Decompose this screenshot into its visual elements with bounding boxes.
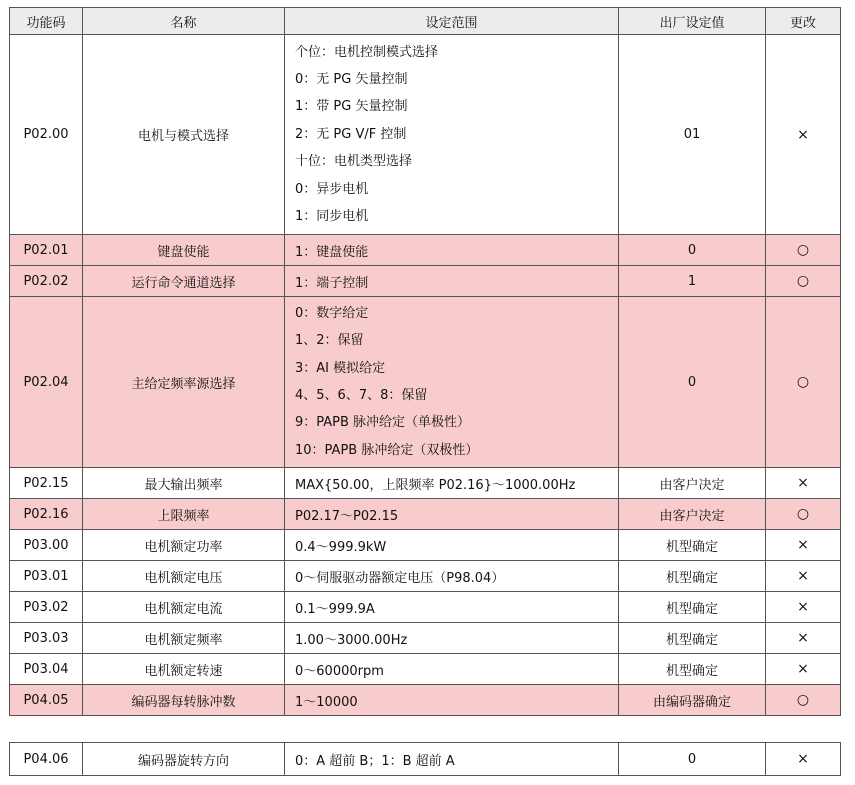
change-mark: × — [766, 592, 841, 623]
param-range: 1：键盘使能 — [285, 235, 619, 266]
param-name: 上限频率 — [83, 499, 285, 530]
change-mark: × — [766, 561, 841, 592]
range-line: 1：同步电机 — [295, 208, 369, 224]
table-row — [10, 297, 841, 468]
param-code: P02.16 — [10, 499, 83, 530]
param-range: P02.17～P02.15 — [285, 499, 619, 530]
param-default: 机型确定 — [619, 654, 766, 685]
param-range: 0.1～999.9A — [285, 592, 619, 623]
param-code: P03.04 — [10, 654, 83, 685]
param-range: 1～10000 — [285, 685, 619, 716]
table-row — [10, 266, 841, 297]
header-row — [10, 8, 841, 35]
table-row — [10, 35, 841, 235]
param-default: 由客户决定 — [619, 468, 766, 499]
param-code: P02.04 — [10, 297, 83, 468]
param-range: 0：A 超前 B；1：B 超前 A — [285, 743, 619, 776]
param-range — [285, 35, 619, 235]
header-default: 出厂设定值 — [619, 8, 766, 35]
param-name: 主给定频率源选择 — [83, 297, 285, 468]
param-range: 0.4～999.9kW — [285, 530, 619, 561]
range-line: 1、2：保留 — [295, 333, 364, 349]
range-line: 3：AI 模拟给定 — [295, 360, 386, 376]
param-default: 1 — [619, 266, 766, 297]
param-name: 电机额定功率 — [83, 530, 285, 561]
param-default: 机型确定 — [619, 623, 766, 654]
param-code: P02.01 — [10, 235, 83, 266]
param-default: 由编码器确定 — [619, 685, 766, 716]
param-default: 机型确定 — [619, 561, 766, 592]
param-name: 电机额定频率 — [83, 623, 285, 654]
change-mark: × — [766, 35, 841, 235]
range-line: 0：数字给定 — [295, 305, 369, 321]
param-name: 键盘使能 — [83, 235, 285, 266]
range-line: 4、5、6、7、8：保留 — [295, 388, 428, 403]
header-range: 设定范围 — [285, 8, 619, 35]
param-default: 机型确定 — [619, 530, 766, 561]
range-line: 9：PAPB 脉冲给定（单极性） — [295, 415, 471, 431]
range-line: 1：带 PG 矢量控制 — [295, 99, 408, 115]
table-row — [10, 592, 841, 623]
param-name: 最大输出频率 — [83, 468, 285, 499]
table-row — [10, 530, 841, 561]
header-name: 名称 — [83, 8, 285, 35]
param-default: 0 — [619, 235, 766, 266]
param-code: P04.06 — [10, 743, 83, 776]
header-change: 更改 — [766, 8, 841, 35]
table-row — [10, 561, 841, 592]
param-name: 编码器旋转方向 — [83, 743, 285, 776]
param-range — [285, 297, 619, 468]
parameter-table-continued — [9, 742, 841, 776]
table-row — [10, 685, 841, 716]
range-line: 0：无 PG 矢量控制 — [295, 72, 408, 88]
range-line: 2：无 PG V/F 控制 — [295, 126, 407, 142]
param-name: 编码器每转脉冲数 — [83, 685, 285, 716]
range-line: 10：PAPB 脉冲给定（双极性） — [295, 442, 479, 458]
param-range: 0～60000rpm — [285, 654, 619, 685]
range-line: 0：异步电机 — [295, 181, 369, 197]
table-row — [10, 468, 841, 499]
param-name: 电机额定电压 — [83, 561, 285, 592]
param-default: 0 — [619, 743, 766, 776]
param-default: 机型确定 — [619, 592, 766, 623]
param-default: 由客户决定 — [619, 499, 766, 530]
param-code: P03.02 — [10, 592, 83, 623]
param-code: P03.01 — [10, 561, 83, 592]
param-name: 电机额定转速 — [83, 654, 285, 685]
table-row — [10, 623, 841, 654]
table-row — [10, 654, 841, 685]
param-code: P02.00 — [10, 35, 83, 235]
table-row — [10, 499, 841, 530]
param-name: 电机与模式选择 — [83, 35, 285, 235]
param-code: P04.05 — [10, 685, 83, 716]
param-range: MAX{50.00，上限频率 P02.16}～1000.00Hz — [285, 468, 619, 499]
change-mark: × — [766, 654, 841, 685]
param-default: 01 — [619, 35, 766, 235]
param-code: P03.00 — [10, 530, 83, 561]
range-line: 个位：电机控制模式选择 — [295, 44, 439, 60]
param-default: 0 — [619, 297, 766, 468]
change-mark: ○ — [766, 266, 841, 297]
param-range: 1.00～3000.00Hz — [285, 623, 619, 654]
param-code: P02.15 — [10, 468, 83, 499]
param-code: P03.03 — [10, 623, 83, 654]
table-row — [10, 743, 841, 776]
param-name: 电机额定电流 — [83, 592, 285, 623]
change-mark: × — [766, 743, 841, 776]
change-mark: ○ — [766, 235, 841, 266]
change-mark: ○ — [766, 499, 841, 530]
header-code: 功能码 — [10, 8, 83, 35]
table-row — [10, 235, 841, 266]
change-mark: × — [766, 468, 841, 499]
param-range: 1：端子控制 — [285, 266, 619, 297]
change-mark: ○ — [766, 685, 841, 716]
param-name: 运行命令通道选择 — [83, 266, 285, 297]
range-line: 十位：电机类型选择 — [295, 154, 413, 170]
change-mark: ○ — [766, 297, 841, 468]
param-range: 0～伺服驱动器额定电压（P98.04） — [285, 561, 619, 592]
change-mark: × — [766, 530, 841, 561]
change-mark: × — [766, 623, 841, 654]
parameter-table — [9, 7, 841, 716]
param-code: P02.02 — [10, 266, 83, 297]
